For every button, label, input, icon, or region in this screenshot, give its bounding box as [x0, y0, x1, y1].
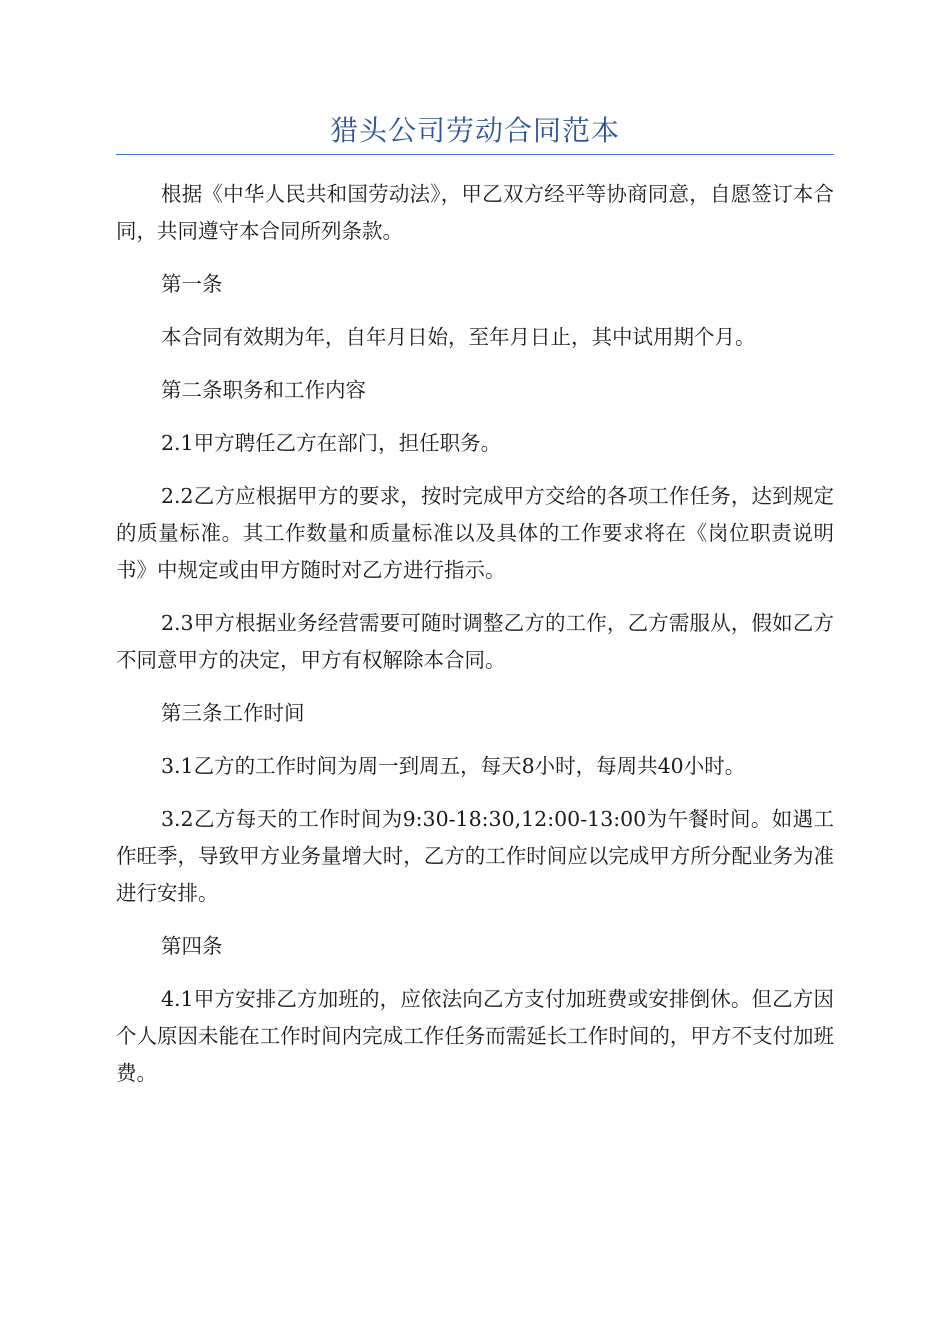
- clause-2-2: 2.2乙方应根据甲方的要求，按时完成甲方交给的各项工作任务，达到规定的质量标准。其工作数量和质量标准以及具体的工作要求将在《岗位职责说明书》中规定或由甲方随时对乙方进行指示。: [116, 484, 834, 582]
- article-3-heading: 第三条工作时间: [161, 701, 305, 725]
- clause-3-1: 3.1乙方的工作时间为周一到周五，每天8小时，每周共40小时。: [161, 754, 746, 778]
- title-underline: [116, 154, 834, 155]
- article-2-heading: 第二条职务和工作内容: [161, 378, 366, 402]
- article-4-heading: 第四条: [161, 934, 223, 958]
- clause-2-1: 2.1甲方聘任乙方在部门，担任职务。: [161, 431, 502, 455]
- article-1-heading: 第一条: [161, 272, 223, 296]
- clause-3-2: 3.2乙方每天的工作时间为9:30-18:30,12:00-13:00为午餐时间。如遇工作旺季，导致甲方业务量增大时，乙方的工作时间应以完成甲方所分配业务为准进行安排。: [116, 807, 834, 905]
- clause-2-3: 2.3甲方根据业务经营需要可随时调整乙方的工作，乙方需服从，假如乙方不同意甲方的决定，甲方有权解除本合同。: [116, 611, 834, 672]
- paragraph-intro: 根据《中华人民共和国劳动法》，甲乙双方经平等协商同意，自愿签订本合同，共同遵守本合同所列条款。: [116, 182, 834, 243]
- document-body: [116, 176, 834, 1108]
- paragraph-term: 本合同有效期为年，自年月日始，至年月日止，其中试用期个月。: [161, 325, 756, 349]
- clause-4-1: 4.1甲方安排乙方加班的，应依法向乙方支付加班费或安排倒休。但乙方因个人原因未能在工作时间内完成工作任务而需延长工作时间的，甲方不支付加班费。: [116, 987, 834, 1085]
- document-title: 猎头公司劳动合同范本: [329, 114, 620, 147]
